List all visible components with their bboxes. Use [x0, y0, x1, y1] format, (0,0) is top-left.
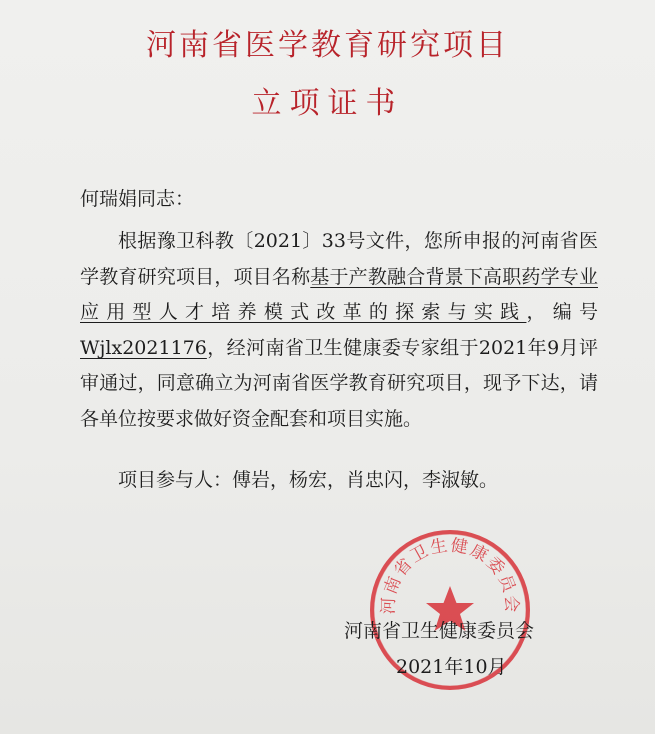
issue-date: 2021年10月: [396, 656, 507, 678]
issuer-name: 河南省卫生健康委员会: [344, 620, 535, 642]
body-text: [80, 224, 598, 438]
salutation: 何瑞娟同志：: [80, 188, 195, 210]
document-title: 河南省医学教育研究项目: [146, 28, 509, 63]
paragraph-part-3: ，经河南省卫生健康委专家组于2021年9月评审通过，同意确立为河南省医学教育研究项目，现予下达，请各单位按要求做好资金配套和项目实施。: [80, 336, 598, 430]
seal-text: 河南省卫生健康委员会: [378, 535, 522, 615]
project-name: 基于产教融合背景下高职药学专业应用型人才培养模式改革的探索与实践: [80, 265, 598, 324]
paragraph-part-1: 根据豫卫科教〔2021〕33号文件，您所申报的河南省医学教育研究项目，项目名称: [80, 230, 598, 288]
participants-line: 项目参与人：傅岩，杨宏，肖忠闪，李淑敏。: [118, 469, 499, 491]
project-number: Wjlx2021176: [80, 336, 207, 359]
document-subtitle: 立项证书: [251, 86, 404, 121]
main-paragraph: [80, 224, 598, 438]
paragraph-part-2: ，编号: [526, 301, 598, 324]
